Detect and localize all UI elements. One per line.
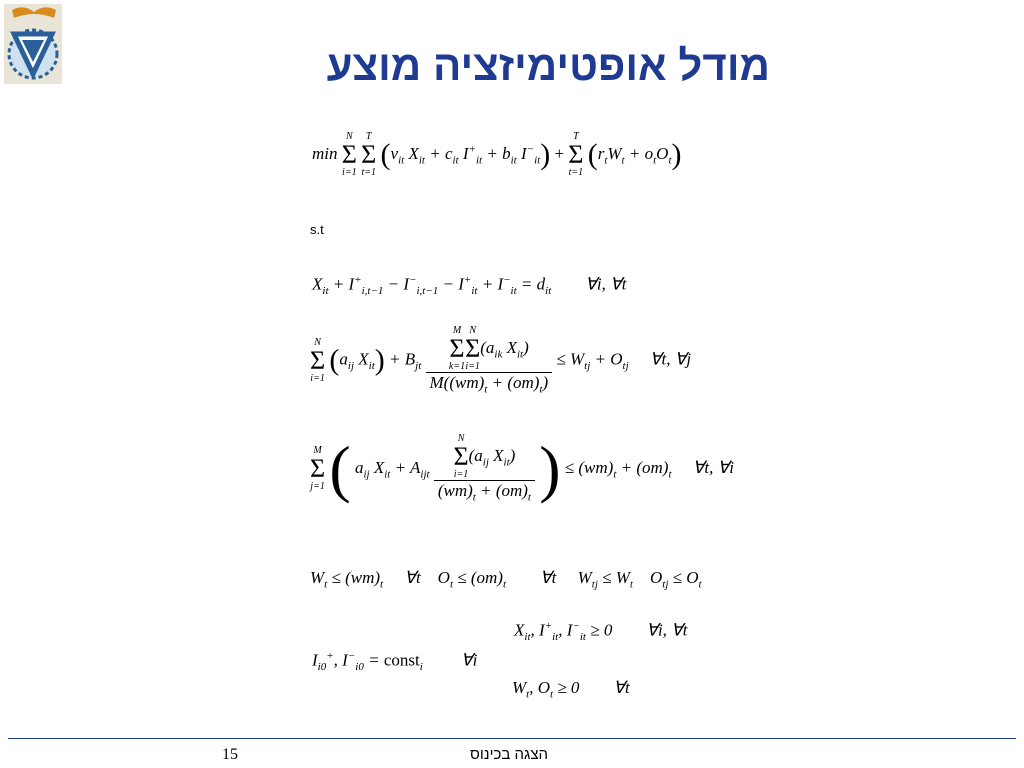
footer-divider bbox=[8, 738, 1016, 739]
constraint-capacity-j: N Σ i=1 ($a_{ij}$ $X_{it}) + B_{jt}$ M Σ k=1 N Σ i=1 ($a_{ik}$ $X_{it}$) $M((wm)_t + (om)_t)$ ≤ $W_{tj} + O_{tj}$ ∀t, ∀j bbox=[310, 325, 692, 396]
constraint-capacity-i: M Σ j=1 ( $a_{ij}$ $X_{it} + A_{ijt}$ N Σ i=1 ($a_{ij}$ $X_{it}$) $(wm)_t + (om)_t$ ) ≤ $(wm)_t + (om)_t$ ∀t, ∀i bbox=[310, 433, 734, 504]
constraint-nonnegativity-w: $W_t$, $O_t \ge 0$ ∀t bbox=[512, 678, 630, 701]
constraint-nonnegativity-x: $X_{it}$, $I^+_{it}$, $I^-_{it} \ge 0$ ∀i, ∀t bbox=[514, 620, 688, 644]
constraint-inventory-balance: $X_{it} + I^+_{i,t-1} - I^-_{i,t-1} - I^+_{it} + I^-_{it} = d_{it}$ ∀i, ∀t bbox=[312, 274, 627, 298]
objective-function: min N Σ i=1 T Σ t=1 ($v_{it}$ $X_{it} + c_{it}$ $I^+_{it} + b_{it}$ $I^-_{it}$) + T Σ t=1 $(r_tW_t + o_tO_t)$ bbox=[312, 131, 682, 178]
slide-title: מודל אופטימיזציה מוצע bbox=[326, 42, 770, 89]
constraint-initial-inventory: $I_{i0}^+$, $I^-_{i0}$ = const$_i$ ∀i bbox=[312, 650, 478, 674]
technion-logo bbox=[4, 4, 62, 84]
footer-text: הצגה בכינוס bbox=[470, 746, 549, 763]
subject-to-label: s.t bbox=[310, 222, 324, 237]
page-number: 15 bbox=[222, 746, 238, 763]
constraint-workforce-bounds: $W_t \le (wm)_t$ ∀t $O_t \le (om)_t$ ∀t $W_{tj} \le W_t$ $O_{tj} \le O_t$ bbox=[310, 568, 702, 591]
